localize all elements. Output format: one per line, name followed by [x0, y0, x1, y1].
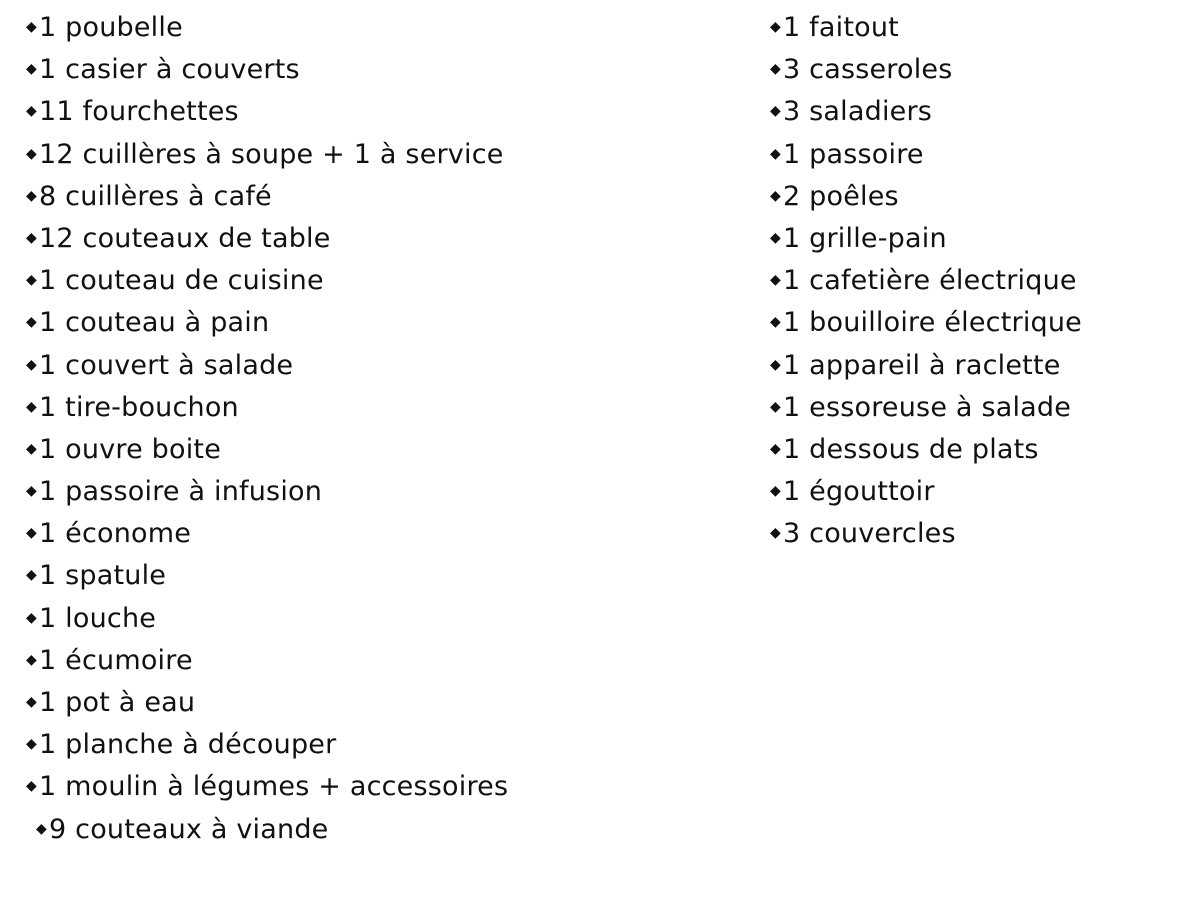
list-item: ◆1 pot à eau — [26, 681, 508, 723]
list-item: ◆1 passoire — [770, 133, 1082, 175]
diamond-bullet-icon: ◆ — [26, 567, 37, 584]
diamond-bullet-icon: ◆ — [26, 398, 37, 415]
diamond-bullet-icon: ◆ — [770, 103, 781, 120]
diamond-bullet-icon: ◆ — [770, 525, 781, 542]
list-item: ◆1 bouilloire électrique — [770, 301, 1082, 343]
list-item: ◆1 écumoire — [26, 639, 508, 681]
diamond-bullet-icon: ◆ — [26, 694, 37, 710]
diamond-bullet-icon: ◆ — [26, 525, 37, 542]
diamond-bullet-icon: ◆ — [26, 778, 37, 795]
list-item: ◆1 économe — [26, 512, 508, 554]
left-inventory-list — [26, 6, 508, 850]
list-item: ◆1 couteau de cuisine — [26, 259, 508, 301]
list-item: ◆3 saladiers — [770, 90, 1082, 132]
diamond-bullet-icon: ◆ — [770, 356, 781, 373]
diamond-bullet-icon: ◆ — [36, 820, 47, 837]
list-item: ◆1 faitout — [770, 6, 1082, 48]
list-item: ◆1 ouvre boite — [26, 428, 508, 470]
list-item: ◆1 spatule — [26, 554, 508, 596]
list-item: ◆1 passoire à infusion — [26, 470, 508, 512]
diamond-bullet-icon: ◆ — [770, 61, 781, 78]
list-item: ◆1 couteau à pain — [26, 301, 508, 343]
diamond-bullet-icon: ◆ — [26, 483, 37, 500]
list-item: ◆1 appareil à raclette — [770, 344, 1082, 386]
list-item: ◆1 moulin à légumes + accessoires — [26, 765, 508, 807]
diamond-bullet-icon: ◆ — [26, 229, 37, 246]
list-item: ◆1 poubelle — [26, 6, 508, 48]
list-item: ◆1 dessous de plats — [770, 428, 1082, 470]
list-item: ◆1 égouttoir — [770, 470, 1082, 512]
diamond-bullet-icon: ◆ — [26, 19, 37, 35]
list-item: ◆8 cuillères à café — [26, 175, 508, 217]
diamond-bullet-icon: ◆ — [26, 145, 37, 162]
list-item: ◆1 essoreuse à salade — [770, 386, 1082, 428]
list-item: ◆12 cuillères à soupe + 1 à service — [26, 133, 508, 175]
diamond-bullet-icon: ◆ — [770, 187, 781, 204]
list-item: ◆3 casseroles — [770, 48, 1082, 90]
list-item: ◆12 couteaux de table — [26, 217, 508, 259]
diamond-bullet-icon: ◆ — [770, 229, 781, 246]
diamond-bullet-icon: ◆ — [26, 314, 37, 331]
diamond-bullet-icon: ◆ — [770, 483, 781, 500]
diamond-bullet-icon: ◆ — [26, 103, 37, 120]
diamond-bullet-icon: ◆ — [26, 61, 37, 78]
diamond-bullet-icon: ◆ — [26, 272, 37, 289]
right-inventory-list — [770, 6, 1082, 554]
diamond-bullet-icon: ◆ — [26, 736, 37, 753]
list-item: ◆1 grille-pain — [770, 217, 1082, 259]
list-item: ◆1 couvert à salade — [26, 344, 508, 386]
diamond-bullet-icon: ◆ — [770, 440, 781, 457]
diamond-bullet-icon: ◆ — [770, 272, 781, 289]
diamond-bullet-icon: ◆ — [770, 19, 781, 35]
diamond-bullet-icon: ◆ — [26, 651, 37, 668]
list-item: ◆1 cafetière électrique — [770, 259, 1082, 301]
list-item: ◆2 poêles — [770, 175, 1082, 217]
list-item: ◆1 tire-bouchon — [26, 386, 508, 428]
list-item: ◆9 couteaux à viande — [26, 808, 508, 850]
diamond-bullet-icon: ◆ — [770, 314, 781, 331]
list-item: ◆1 casier à couverts — [26, 48, 508, 90]
diamond-bullet-icon: ◆ — [770, 398, 781, 415]
list-item: ◆3 couvercles — [770, 512, 1082, 554]
diamond-bullet-icon: ◆ — [26, 356, 37, 373]
diamond-bullet-icon: ◆ — [26, 440, 37, 457]
diamond-bullet-icon: ◆ — [770, 145, 781, 162]
list-item: ◆11 fourchettes — [26, 90, 508, 132]
list-item: ◆1 planche à découper — [26, 723, 508, 765]
diamond-bullet-icon: ◆ — [26, 187, 37, 204]
list-item: ◆1 louche — [26, 597, 508, 639]
diamond-bullet-icon: ◆ — [26, 609, 37, 626]
